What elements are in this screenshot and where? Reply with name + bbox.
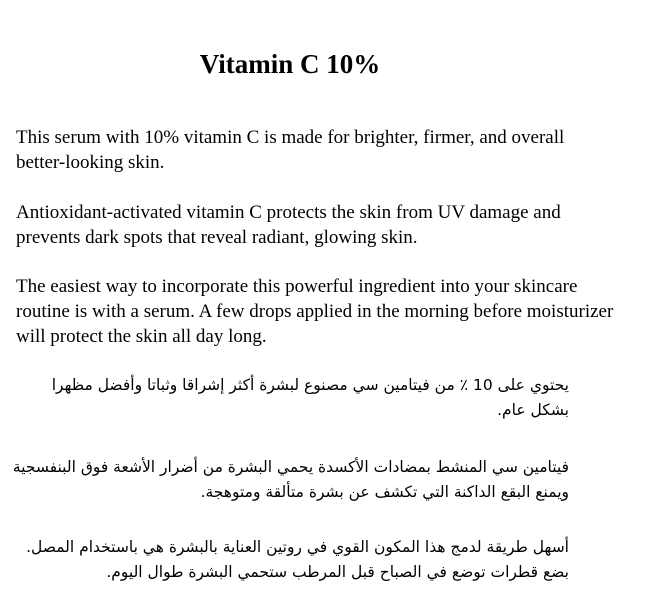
- arabic-paragraph-2-line-2: ويمنع البقع الداكنة التي تكشف عن بشرة متألقة ومتوهجة.: [200, 483, 569, 501]
- arabic-paragraph-1-line-1: يحتوي على 10 ٪ من فيتامين سي مصنوع لبشرة أكثر إشراقا وثباتا وأفضل مظهرا: [51, 376, 569, 394]
- english-paragraph-1: This serum with 10% vitamin C is made for brighter, firmer, and overall better-looking skin.: [16, 127, 565, 173]
- document-title: Vitamin C 10%: [199, 49, 381, 79]
- arabic-paragraph-2: [14, 455, 569, 505]
- arabic-paragraph-1-line-2: بشكل عام.: [497, 401, 569, 419]
- english-paragraph-3: The easiest way to incorporate this powerful ingredient into your skincare routine is with a serum. A few drops applied in the morning before moisturizer will protect the skin all day long.: [16, 276, 614, 347]
- arabic-paragraph-3-line-1: أسهل طريقة لدمج هذا المكون القوي في روتين العناية بالبشرة هي باستخدام المصل.: [26, 538, 569, 556]
- arabic-paragraph-3: [14, 535, 569, 585]
- arabic-paragraph-3-line-2: بضع قطرات توضع في الصباح قبل المرطب ستحمي البشرة طوال اليوم.: [106, 563, 569, 581]
- arabic-paragraph-1: [14, 373, 569, 423]
- english-paragraph-2: Antioxidant-activated vitamin C protects the skin from UV damage and prevents dark spots that reveal radiant, glowing skin.: [16, 202, 561, 248]
- arabic-paragraph-2-line-1: فيتامين سي المنشط بمضادات الأكسدة يحمي البشرة من أضرار الأشعة فوق البنفسجية: [12, 458, 569, 476]
